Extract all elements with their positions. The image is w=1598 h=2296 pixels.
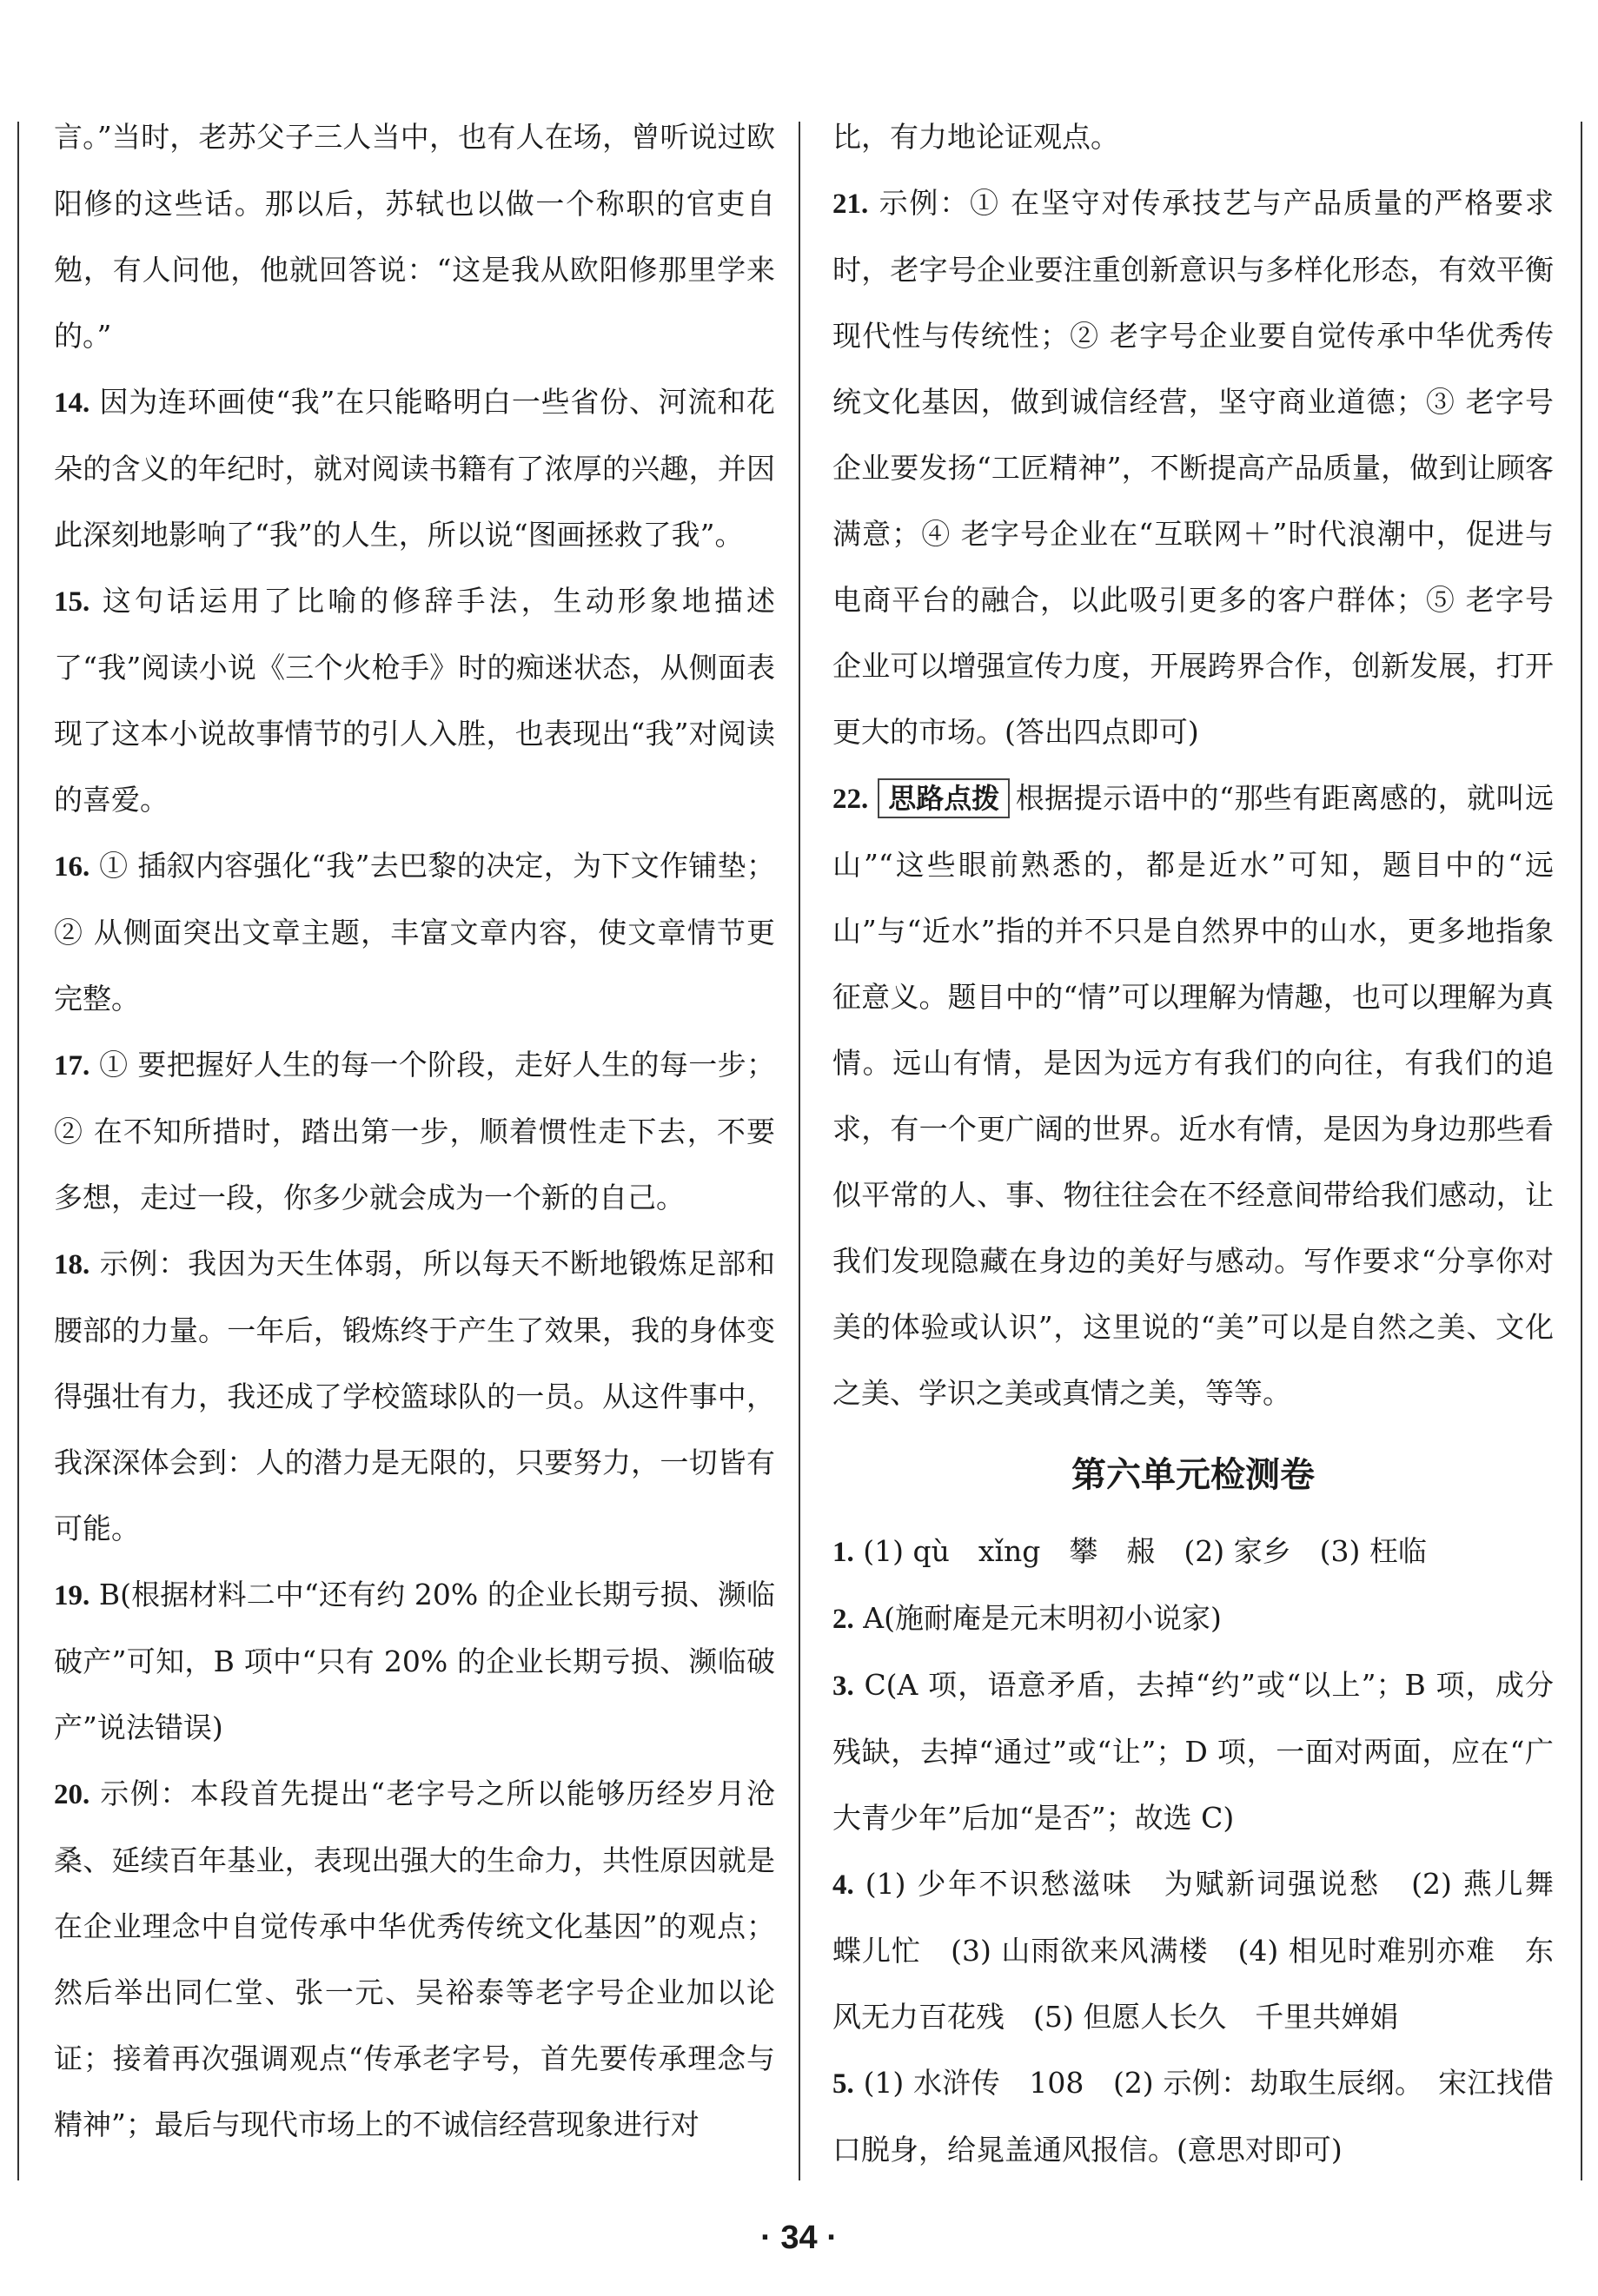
answer-paragraph: [832, 2050, 1554, 2183]
question-number: 4.: [832, 1869, 854, 1901]
right-column: [832, 104, 1582, 2189]
answer-text: 这句话运用了比喻的修辞手法，生动形象地描述了“我”阅读小说《三个火枪手》时的痴迷状态，从侧面表现了这本小说故事情节的引人入胜，也表现出“我”对阅读的喜爱。: [54, 584, 776, 817]
answer-paragraph: [54, 568, 775, 833]
left-border-line: [17, 122, 19, 2180]
question-number: 21.: [832, 189, 869, 220]
answer-paragraph: [832, 1585, 1554, 1652]
answer-paragraph: [832, 104, 1554, 170]
answer-paragraph: [832, 1519, 1554, 1585]
answer-text: ① 要把握好人生的每一个阶段，走好人生的每一步；② 在不知所措时，踏出第一步，顺着惯性走下去，不要多想，走过一段，你多少就会成为一个新的自己。: [54, 1048, 775, 1214]
answer-text: A(施耐庵是元末明初小说家): [863, 1601, 1222, 1635]
answer-paragraph: [832, 170, 1554, 765]
answer-paragraph: [54, 369, 775, 568]
question-number: 17.: [54, 1050, 90, 1082]
question-number: 2.: [832, 1604, 854, 1635]
answer-paragraph: [54, 1761, 775, 2158]
question-number: 16.: [54, 851, 90, 883]
answer-paragraph: [832, 1652, 1554, 1851]
page-number: [0, 2220, 1598, 2257]
answer-text: 示例：我因为天生体弱，所以每天不断地锻炼足部和腰部的力量。一年后，锻炼终于产生了效果，我的身体变得强壮有力，我还成了学校篮球队的一员。从这件事中，我深深体会到：人的潜力是无限的，只要努力，一切皆有可能。: [54, 1247, 775, 1545]
answer-paragraph: [54, 1032, 775, 1231]
answer-text: 比，有力地论证观点。: [832, 120, 1119, 154]
page-number-value: 34: [780, 2220, 818, 2256]
answer-paragraph: [54, 833, 775, 1032]
answer-text: 因为连环画使“我”在只能略明白一些省份、河流和花朵的含义的年纪时，就对阅读书籍有了浓厚的兴趣，并因此深刻地影响了“我”的人生，所以说“图画拯救了我”。: [54, 385, 775, 552]
left-column: [54, 104, 775, 2189]
answer-text: C(A 项，语意矛盾，去掉“约”或“以上”；B 项，成分残缺，去掉“通过”或“让”；D 项，一面对两面，应在“广大青少年”后加“是否”；故选 C): [832, 1668, 1554, 1835]
answer-text: (1) qù xǐng 攀 赧 (2) 家乡 (3) 枉临: [863, 1534, 1427, 1568]
section-title: 第六单元检测卷: [1071, 1455, 1315, 1495]
question-number: 19.: [54, 1580, 90, 1611]
column-divider-line: [799, 122, 800, 2180]
question-number: 15.: [54, 586, 90, 618]
answer-paragraph: [832, 765, 1554, 1426]
question-number: 18.: [54, 1249, 90, 1280]
answer-text: (1) 少年不识愁滋味 为赋新词强说愁 (2) 燕儿舞 蝶儿忙 (3) 山雨欲来风满楼 (4) 相见时难别亦难 东风无力百花残 (5) 但愿人长久 千里共婵娟: [832, 1867, 1582, 2034]
question-number: 3.: [832, 1671, 854, 1702]
answer-text: 示例：本段首先提出“老字号之所以能够历经岁月沧桑、延续百年基业，表现出强大的生命力，共性原因就是在企业理念中自觉传承中华优秀传统文化基因”的观点；然后举出同仁堂、张一元、吴裕泰等老字号企业加以论证；接着再次强调观点“传承老字号，首先要传承理念与精神”；最后与现代市场上的不诚信经营现象进行对: [54, 1777, 775, 2141]
question-number: 1.: [832, 1537, 854, 1568]
page-number-dot-right: ·: [826, 2220, 838, 2256]
answer-text: B(根据材料二中“还有约 20% 的企业长期亏损、濒临破产”可知，B 项中“只有 20% 的企业长期亏损、濒临破产”说法错误): [54, 1578, 775, 1744]
answer-text: 言。”当时，老苏父子三人当中，也有人在场，曾听说过欧阳修的这些话。那以后，苏轼也以做一个称职的官吏自勉，有人问他，他就回答说：“这是我从欧阳修那里学来的。”: [54, 120, 775, 353]
answer-paragraph: [54, 104, 775, 369]
question-number: 22.: [832, 784, 869, 815]
answer-paragraph: [54, 1562, 775, 1761]
question-number: 20.: [54, 1779, 90, 1810]
question-number: 5.: [832, 2068, 854, 2100]
answer-paragraph: [832, 1851, 1582, 2050]
answer-paragraph: [54, 1231, 775, 1562]
answer-text: 根据提示语中的“那些有距离感的，就叫远山”“这些眼前熟悉的，都是近水”可知，题目中的“远山”与“近水”指的并不只是自然界中的山水，更多地指象征意义。题目中的“情”可以理解为情趣，也可以理解为真情。远山有情，是因为远方有我们的向往，有我们的追求，有一个更广阔的世界。近水有情，是因为身边那些看似平常的人、事、物往往会在不经意间带给我们感动，让我们发现隐藏在身边的美好与感动。写作要求“分享你对美的体验或认识”，这里说的“美”可以是自然之美、文化之美、学识之美或真情之美，等等。: [832, 781, 1554, 1410]
answer-text: (1) 水浒传 108 (2) 示例：劫取生辰纲。 宋江找借口脱身，给晁盖通风报信。(意思对即可): [832, 2066, 1554, 2167]
hint-tag: 思路点拨: [878, 778, 1010, 818]
page-number-dot-left: ·: [760, 2220, 772, 2256]
answer-text: 示例：① 在坚守对传承技艺与产品质量的严格要求时，老字号企业要注重创新意识与多样化形态，有效平衡现代性与传统性；② 老字号企业要自觉传承中华优秀传统文化基因，做到诚信经营，坚守商业道德；③ 老字号企业要发扬“工匠精神”，不断提高产品质量，做到让顾客满意；④ 老字号企业在“互联网＋”时代浪潮中，促进与电商平台的融合，以此吸引更多的客户群体；⑤ 老字号企业可以增强宣传力度，开展跨界合作，创新发展，打开更大的市场。(答出四点即可): [832, 186, 1554, 749]
answer-text: ① 插叙内容强化“我”去巴黎的决定，为下文作铺垫；② 从侧面突出文章主题，丰富文章内容，使文章情节更完整。: [54, 849, 775, 1016]
question-number: 14.: [54, 387, 90, 419]
